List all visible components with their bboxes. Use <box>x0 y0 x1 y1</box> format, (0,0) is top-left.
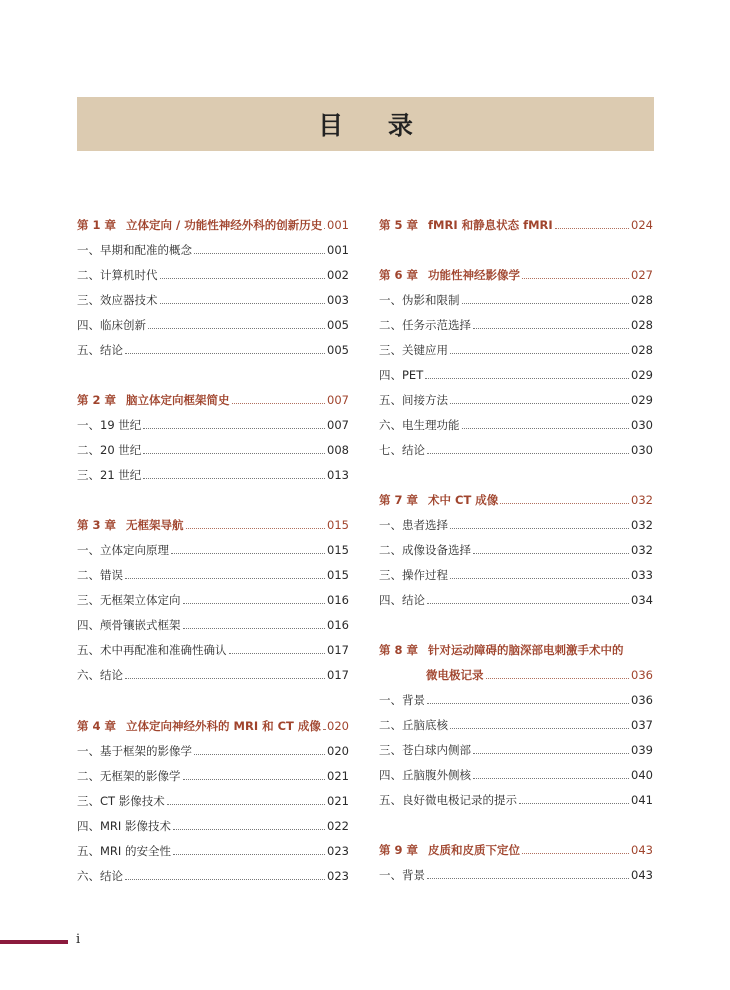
page-number: 028 <box>631 318 653 332</box>
toc-section-entry <box>77 463 349 483</box>
section-title: 一、背景 <box>379 868 425 882</box>
page-number: 001 <box>327 243 349 257</box>
dot-leader <box>173 854 325 855</box>
chapter-number: 第 6 章 <box>379 268 419 282</box>
page-number: 039 <box>631 743 653 757</box>
toc-section-entry <box>77 438 349 458</box>
chapter-title: 脑立体定向框架简史 <box>126 393 230 407</box>
dot-leader <box>450 403 629 404</box>
page-number: 029 <box>631 368 653 382</box>
page-number: 028 <box>631 343 653 357</box>
dot-leader <box>171 553 325 554</box>
dot-leader <box>160 303 326 304</box>
dot-leader <box>473 778 629 779</box>
page-number: 034 <box>631 593 653 607</box>
section-title: 二、错误 <box>77 568 123 582</box>
chapter-title: 术中 CT 成像 <box>428 493 499 507</box>
toc-section-entry <box>77 538 349 558</box>
dot-leader <box>427 453 629 454</box>
page-number: 020 <box>327 744 349 758</box>
page-number: 032 <box>631 543 653 557</box>
toc-section-entry <box>77 263 349 283</box>
toc-section-entry <box>77 764 349 784</box>
toc-section-entry <box>77 839 349 859</box>
section-title: 一、患者选择 <box>379 518 448 532</box>
section-title: 二、成像设备选择 <box>379 543 471 557</box>
toc-chapter-entry <box>426 663 653 683</box>
page-number: 021 <box>327 794 349 808</box>
chapter-title: 皮质和皮质下定位 <box>428 843 521 857</box>
dot-leader <box>143 478 325 479</box>
section-title: 四、颅骨镶嵌式框架 <box>77 618 181 632</box>
chapter-title: fMRI 和静息状态 fMRI <box>428 218 553 232</box>
toc-section-entry <box>379 563 653 583</box>
page-number: 015 <box>327 518 349 532</box>
toc-chapter-entry <box>379 838 653 858</box>
dot-leader <box>473 753 629 754</box>
toc-title-bar <box>77 97 654 151</box>
page-number: 003 <box>327 293 349 307</box>
toc-section-entry <box>379 763 653 783</box>
dot-leader <box>183 603 326 604</box>
page-number: 043 <box>631 868 653 882</box>
page-number: 015 <box>327 543 349 557</box>
toc-section-entry <box>77 238 349 258</box>
page-number: 001 <box>327 218 349 232</box>
page-number: 036 <box>631 693 653 707</box>
chapter-number: 第 9 章 <box>379 843 419 857</box>
chapter-number: 第 2 章 <box>77 393 117 407</box>
toc-chapter-entry <box>379 638 653 658</box>
page-number: 037 <box>631 718 653 732</box>
page-number: 029 <box>631 393 653 407</box>
dot-leader <box>473 553 629 554</box>
section-title: 二、无框架的影像学 <box>77 769 181 783</box>
section-title: 一、伪影和限制 <box>379 293 460 307</box>
toc-section-entry <box>77 313 349 333</box>
dot-leader <box>555 228 629 229</box>
dot-leader <box>148 328 325 329</box>
dot-leader <box>143 453 325 454</box>
page-number: 017 <box>327 668 349 682</box>
chapter-number: 第 5 章 <box>379 218 419 232</box>
toc-title: 目 录 <box>318 111 431 140</box>
page-number: 007 <box>327 393 349 407</box>
chapter-title: 功能性神经影像学 <box>428 268 521 282</box>
toc-chapter-entry <box>379 488 653 508</box>
page-number: 041 <box>631 793 653 807</box>
toc-section-entry <box>379 788 653 808</box>
dot-leader <box>229 653 326 654</box>
section-title: 二、20 世纪 <box>77 443 142 457</box>
chapter-number: 第 8 章 <box>379 643 419 657</box>
dot-leader <box>486 678 630 679</box>
dot-leader <box>522 278 629 279</box>
toc-section-entry <box>77 588 349 608</box>
dot-leader <box>450 528 629 529</box>
dot-leader <box>473 328 629 329</box>
page-number: 043 <box>631 843 653 857</box>
dot-leader <box>232 403 326 404</box>
page-number: 030 <box>631 418 653 432</box>
section-title: 三、关键应用 <box>379 343 448 357</box>
toc-section-entry <box>379 538 653 558</box>
page-number: 030 <box>631 443 653 457</box>
dot-leader <box>427 878 629 879</box>
dot-leader <box>450 353 629 354</box>
dot-leader <box>183 628 326 629</box>
toc-chapter-entry <box>379 263 653 283</box>
toc-section-entry <box>379 713 653 733</box>
dot-leader <box>519 803 629 804</box>
toc-section-entry <box>379 338 653 358</box>
footer-accent-bar <box>0 940 68 944</box>
footer-page-number: i <box>76 932 81 947</box>
section-title: 四、丘脑腹外侧核 <box>379 768 471 782</box>
dot-leader <box>323 729 325 730</box>
page-number: 036 <box>631 668 653 682</box>
page-number: 028 <box>631 293 653 307</box>
dot-leader <box>125 578 325 579</box>
page-number: 002 <box>327 268 349 282</box>
section-title: 六、结论 <box>77 869 123 883</box>
toc-section-entry <box>379 513 653 533</box>
section-title: 四、结论 <box>379 593 425 607</box>
chapter-title: 微电极记录 <box>426 668 484 682</box>
section-title: 四、临床创新 <box>77 318 146 332</box>
page-number: 007 <box>327 418 349 432</box>
section-title: 五、术中再配准和准确性确认 <box>77 643 227 657</box>
toc-section-entry <box>77 814 349 834</box>
dot-leader <box>462 303 630 304</box>
dot-leader <box>450 578 629 579</box>
section-title: 一、早期和配准的概念 <box>77 243 192 257</box>
dot-leader <box>125 678 325 679</box>
toc-section-entry <box>77 413 349 433</box>
page-number: 033 <box>631 568 653 582</box>
page-number: 015 <box>327 568 349 582</box>
section-title: 三、CT 影像技术 <box>77 794 165 808</box>
chapter-number: 第 4 章 <box>77 719 117 733</box>
toc-section-entry <box>379 863 653 883</box>
dot-leader <box>425 378 629 379</box>
section-title: 一、立体定向原理 <box>77 543 169 557</box>
section-title: 三、21 世纪 <box>77 468 142 482</box>
page-number: 023 <box>327 844 349 858</box>
toc-chapter-entry <box>77 388 349 408</box>
page-number: 032 <box>631 518 653 532</box>
chapter-title: 针对运动障碍的脑深部电刺激手术中的 <box>428 643 624 657</box>
dot-leader <box>186 528 326 529</box>
toc-section-entry <box>77 338 349 358</box>
page-number: 008 <box>327 443 349 457</box>
toc-section-entry <box>379 388 653 408</box>
dot-leader <box>500 503 629 504</box>
toc-section-entry <box>379 363 653 383</box>
toc-section-entry <box>379 588 653 608</box>
section-title: 六、电生理功能 <box>379 418 460 432</box>
section-title: 五、结论 <box>77 343 123 357</box>
dot-leader <box>194 754 325 755</box>
toc-chapter-entry <box>77 714 349 734</box>
toc-section-entry <box>77 789 349 809</box>
page-number: 021 <box>327 769 349 783</box>
toc-section-entry <box>77 638 349 658</box>
section-title: 一、基于框架的影像学 <box>77 744 192 758</box>
section-title: 三、无框架立体定向 <box>77 593 181 607</box>
toc-chapter-entry <box>77 213 349 233</box>
toc-chapter-entry <box>379 213 653 233</box>
section-title: 三、操作过程 <box>379 568 448 582</box>
page-number: 022 <box>327 819 349 833</box>
section-title: 五、良好微电极记录的提示 <box>379 793 517 807</box>
dot-leader <box>324 228 325 229</box>
dot-leader <box>167 804 325 805</box>
page-number: 027 <box>631 268 653 282</box>
page-number: 040 <box>631 768 653 782</box>
toc-section-entry <box>77 864 349 884</box>
section-title: 二、丘脑底核 <box>379 718 448 732</box>
chapter-title: 立体定向神经外科的 MRI 和 CT 成像 <box>126 719 321 733</box>
dot-leader <box>194 253 325 254</box>
toc-section-entry <box>77 663 349 683</box>
chapter-number: 第 3 章 <box>77 518 117 532</box>
page-number: 016 <box>327 593 349 607</box>
dot-leader <box>462 428 630 429</box>
dot-leader <box>173 829 325 830</box>
toc-section-entry <box>77 288 349 308</box>
page-number: 020 <box>327 719 349 733</box>
page-number: 013 <box>327 468 349 482</box>
toc-section-entry <box>379 313 653 333</box>
section-title: 六、结论 <box>77 668 123 682</box>
dot-leader <box>143 428 325 429</box>
toc-section-entry <box>379 688 653 708</box>
page-number: 023 <box>327 869 349 883</box>
chapter-title: 无框架导航 <box>126 518 184 532</box>
page-number: 005 <box>327 343 349 357</box>
chapter-number: 第 7 章 <box>379 493 419 507</box>
toc-section-entry <box>379 413 653 433</box>
dot-leader <box>125 353 325 354</box>
section-title: 五、MRI 的安全性 <box>77 844 171 858</box>
section-title: 三、苍白球内侧部 <box>379 743 471 757</box>
page-number: 016 <box>327 618 349 632</box>
page-number: 017 <box>327 643 349 657</box>
dot-leader <box>183 779 326 780</box>
dot-leader <box>427 603 629 604</box>
page-number: 005 <box>327 318 349 332</box>
section-title: 七、结论 <box>379 443 425 457</box>
toc-section-entry <box>77 613 349 633</box>
section-title: 二、任务示范选择 <box>379 318 471 332</box>
page-number: 024 <box>631 218 653 232</box>
toc-section-entry <box>77 739 349 759</box>
chapter-number: 第 1 章 <box>77 218 117 232</box>
toc-section-entry <box>379 438 653 458</box>
toc-chapter-entry <box>77 513 349 533</box>
section-title: 一、19 世纪 <box>77 418 142 432</box>
dot-leader <box>125 879 325 880</box>
section-title: 四、MRI 影像技术 <box>77 819 171 833</box>
dot-leader <box>522 853 629 854</box>
section-title: 二、计算机时代 <box>77 268 158 282</box>
toc-section-entry <box>379 288 653 308</box>
page-number: 032 <box>631 493 653 507</box>
chapter-title: 立体定向 / 功能性神经外科的创新历史 <box>126 218 323 232</box>
toc-section-entry <box>379 738 653 758</box>
toc-section-entry <box>77 563 349 583</box>
dot-leader <box>427 703 629 704</box>
section-title: 三、效应器技术 <box>77 293 158 307</box>
dot-leader <box>450 728 629 729</box>
dot-leader <box>160 278 326 279</box>
section-title: 五、间接方法 <box>379 393 448 407</box>
section-title: 一、背景 <box>379 693 425 707</box>
section-title: 四、PET <box>379 368 424 382</box>
